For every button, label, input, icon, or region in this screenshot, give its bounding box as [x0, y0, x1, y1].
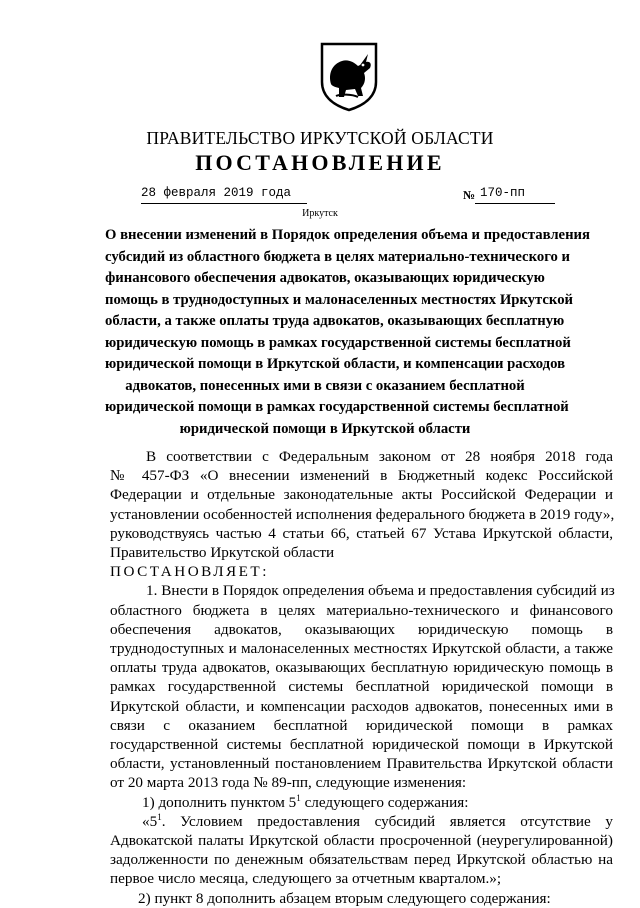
title-line: юридической помощи в Иркутской области: [179, 420, 471, 437]
title-line: области, а также оплаты труда адвокатов, оказывающих бесплатную: [105, 313, 565, 329]
number-sign: №: [463, 188, 476, 202]
subitem-1-text: 1) дополнить пунктом 5: [142, 793, 297, 811]
quote-first-line-text: . Условием предоставления субсидий является отсутствие у: [161, 812, 613, 830]
item1-line: областного бюджета в целях материально-технического и финансового: [110, 601, 613, 619]
subitem-1: [110, 793, 613, 812]
item1-line: рамках государственной системы бесплатной юридической помощи в: [110, 678, 613, 696]
title-line: О внесении изменений в Порядок определения объема и предоставления: [105, 227, 590, 243]
subitem-2: 2) пункт 8 дополнить абзацем вторым следующего содержания:: [138, 889, 551, 907]
item1-line: 1. Внести в Порядок определения объема и предоставления субсидий из: [146, 582, 615, 600]
preamble-line: № 457-ФЗ «О внесении изменений в Бюджетный кодекс Российской: [110, 467, 613, 485]
title-line: адвокатов, понесенных ими в связи с оказанием бесплатной: [125, 377, 525, 394]
document-title: [105, 225, 590, 440]
date-underline: [141, 203, 307, 204]
quote-number: «5: [142, 812, 158, 830]
document-date: 28 февраля 2019 года: [141, 186, 292, 200]
item1-line: области, установленный постановлением Правительства Иркутской области: [110, 755, 613, 773]
title-line: финансового обеспечения адвокатов, оказывающих юридическую: [105, 270, 545, 286]
quote-line: первое число месяца, следующего за отчетным кварталом.»;: [110, 870, 502, 888]
item1-line: оплаты труда адвокатов, оказывающих бесплатную юридическую помощь в: [110, 659, 613, 677]
preamble-line: Правительство Иркутской области: [110, 544, 335, 562]
number-underline: [475, 203, 555, 204]
government-name: ПРАВИТЕЛЬСТВО ИРКУТСКОЙ ОБЛАСТИ: [146, 128, 494, 148]
document-number: 170-пп: [480, 186, 526, 200]
subitem-1-text-end: следующего содержания:: [300, 793, 469, 811]
title-line: юридическую помощь в рамках государственной системы бесплатной: [105, 334, 571, 351]
item1-line: связи с оказанием бесплатной юридической помощи в рамках: [110, 716, 613, 734]
irkutsk-coat-of-arms-emblem: [318, 40, 380, 112]
title-line: юридической помощи в рамках государственной системы бесплатной: [105, 399, 569, 415]
quote-line: задолженности по денежным обязательствам перед Иркутской областью на: [110, 851, 613, 869]
item1-line: обеспечения адвокатов, оказывающих юридическую помощь в: [110, 620, 613, 638]
city: Иркутск: [302, 208, 338, 219]
superscript: 1: [296, 792, 301, 803]
item1-line: государственной системы бесплатной юридической помощи в Иркутской: [110, 736, 613, 754]
item1-line: труднодоступных и малонаселенных местностях Иркутской области, а также: [110, 640, 613, 658]
superscript: 1: [157, 811, 162, 822]
preamble-line: установлении особенностей исполнения федерального бюджета в 2019 году»,: [110, 505, 615, 523]
quote-line: Адвокатской палаты Иркутской области просроченной (неурегулированной): [110, 832, 613, 850]
title-line: помощь в труднодоступных и малонаселенных местностях Иркутской: [105, 291, 573, 308]
preamble-line: Федерации и отдельные законодательные акты Российской Федерации и: [110, 486, 613, 504]
item1-line: от 20 марта 2013 года № 89-пп, следующие изменения:: [110, 774, 467, 792]
item1-line: Иркутской области, и компенсации расходов адвокатов, понесенных ими в: [110, 697, 613, 715]
document-body: [110, 447, 613, 908]
preamble-line: В соответствии с Федеральным законом от 28 ноября 2018 года: [146, 448, 613, 465]
title-line: юридической помощи в Иркутской области, и компенсации расходов: [105, 356, 566, 372]
decrees-heading: ПОСТАНОВЛЯЕТ:: [110, 563, 269, 581]
preamble-line: руководствуясь частью 4 статьи 66, статьей 67 Устава Иркутской области,: [110, 524, 613, 542]
document-type: ПОСТАНОВЛЕНИЕ: [195, 150, 445, 175]
quote-first-line: [110, 812, 613, 831]
title-line: субсидий из областного бюджета в целях материально-технического и: [105, 248, 570, 265]
